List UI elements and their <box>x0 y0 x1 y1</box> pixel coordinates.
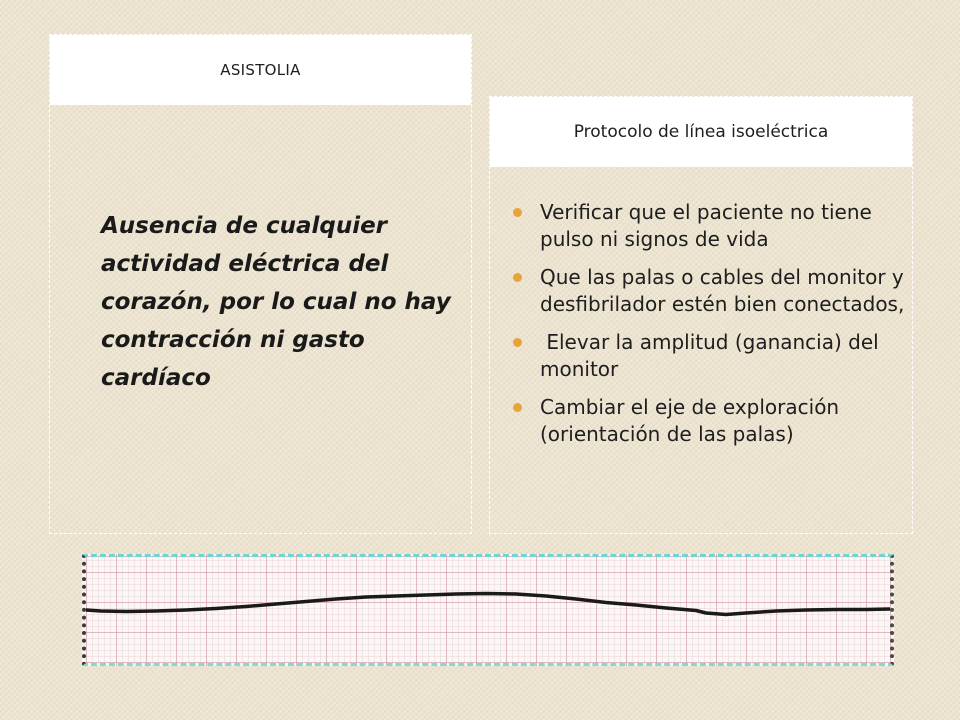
protocol-panel <box>489 96 913 534</box>
ecg-flatline-image <box>82 554 894 666</box>
asystole-definition: Ausencia de cualquier actividad eléctrica del corazón, por lo cual no hay contracción ni gasto cardíaco <box>101 213 451 391</box>
bullet-icon <box>513 208 522 217</box>
protocol-title: Protocolo de línea isoeléctrica <box>490 97 912 167</box>
protocol-step <box>490 264 914 318</box>
bullet-icon <box>513 338 522 347</box>
bullet-icon <box>513 273 522 282</box>
protocol-steps-list <box>490 199 914 459</box>
protocol-step-text: Verificar que el paciente no tiene pulso ni signos de vida <box>540 200 872 251</box>
bullet-icon <box>513 403 522 412</box>
protocol-step <box>490 329 914 383</box>
asystole-title: ASISTOLIA <box>50 35 471 105</box>
ecg-trace-graphic <box>86 557 890 663</box>
protocol-step <box>490 199 914 253</box>
protocol-step-text: Cambiar el eje de exploración (orientación de las palas) <box>540 395 840 446</box>
protocol-step <box>490 394 914 448</box>
protocol-step-text: Que las palas o cables del monitor y desfibrilador estén bien conectados, <box>540 265 905 316</box>
ecg-trace-line <box>86 594 890 615</box>
protocol-step-text: Elevar la amplitud (ganancia) del monitor <box>540 330 886 381</box>
asystole-panel <box>49 34 472 534</box>
